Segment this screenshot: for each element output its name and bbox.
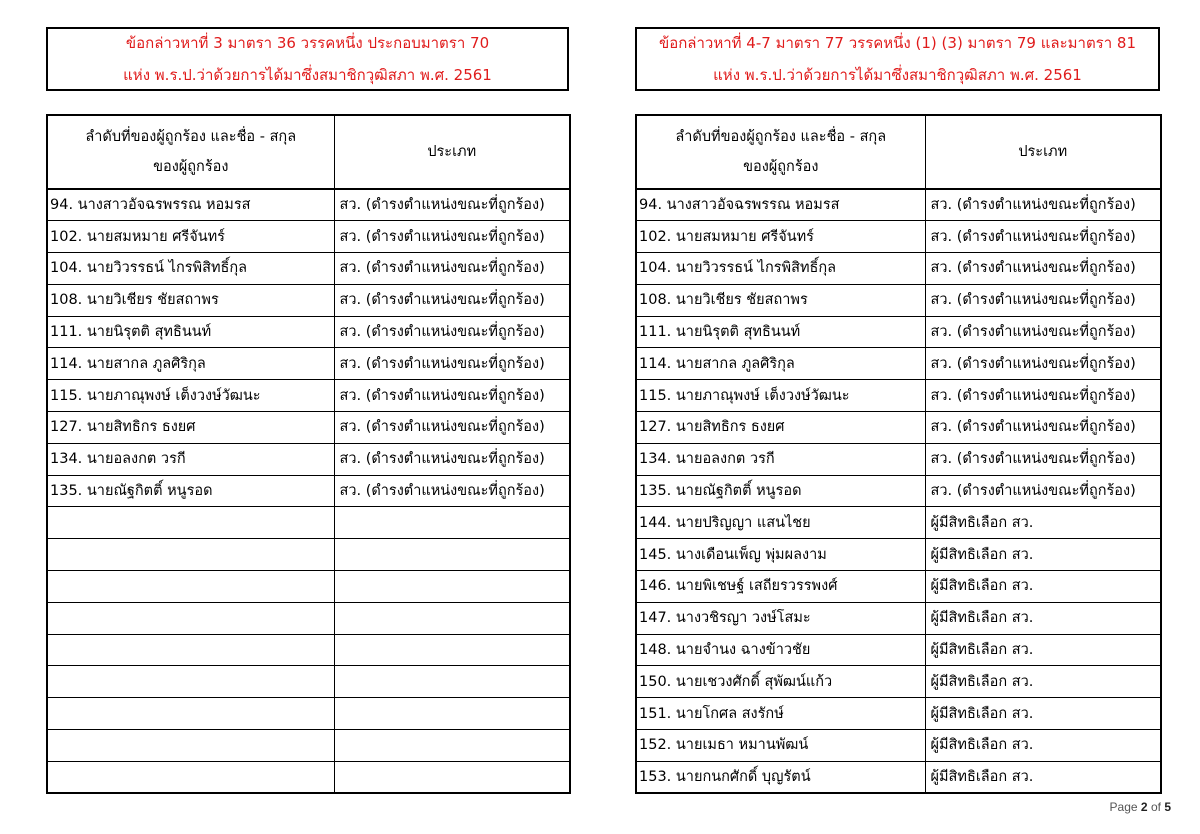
respondent-name-cell [47,602,334,634]
respondent-name-cell [47,698,334,730]
respondent-name-cell: 111. นายนิรุตติ สุทธินนท์ [636,316,925,348]
respondent-name-cell: 127. นายสิทธิกร ธงยศ [47,412,334,444]
table-row [47,730,570,762]
respondent-type-cell: สว. (ดำรงตำแหน่งขณะที่ถูกร้อง) [925,221,1161,253]
table-row [636,666,1161,698]
table-row [636,284,1161,316]
respondent-name-cell: 94. นางสาวอัจฉรพรรณ หอมรส [47,189,334,221]
table-row [636,475,1161,507]
respondent-name-cell [47,507,334,539]
respondent-type-cell: สว. (ดำรงตำแหน่งขณะที่ถูกร้อง) [925,380,1161,412]
respondent-name-cell: 145. นางเดือนเพ็ญ พุ่มผลงาม [636,539,925,571]
respondent-name-cell: 104. นายวิวรรธน์ ไกรพิสิทธิ์กุล [47,253,334,285]
respondent-name-cell [47,761,334,793]
table-row [636,348,1161,380]
table-row [47,507,570,539]
table-row [636,412,1161,444]
respondent-type-cell: สว. (ดำรงตำแหน่งขณะที่ถูกร้อง) [334,348,570,380]
respondent-type-cell: ผู้มีสิทธิเลือก สว. [925,761,1161,793]
respondent-name-cell: 150. นายเชวงศักดิ์ สุพัฒน์แก้ว [636,666,925,698]
table-row [636,221,1161,253]
table-row [47,443,570,475]
table-row [636,189,1161,221]
right-respondent-table [635,114,1162,794]
table-header-row [636,115,1161,189]
table-row [47,284,570,316]
table-row [636,443,1161,475]
respondent-name-cell: 153. นายกนกศักดิ์ บุญรัตน์ [636,761,925,793]
respondent-type-cell: สว. (ดำรงตำแหน่งขณะที่ถูกร้อง) [334,380,570,412]
table-row [636,730,1161,762]
left-table-body [47,189,570,793]
respondent-type-cell: ผู้มีสิทธิเลือก สว. [925,634,1161,666]
left-charge-header [46,27,569,91]
table-row [47,316,570,348]
total-page-number: 5 [1164,800,1171,814]
table-row [636,602,1161,634]
current-page-number: 2 [1140,800,1148,814]
respondent-type-cell [334,602,570,634]
respondent-name-cell: 135. นายณัฐกิตติ์ หนูรอด [47,475,334,507]
respondent-type-cell [334,761,570,793]
respondent-type-cell [334,698,570,730]
table-row [47,539,570,571]
respondent-type-cell: ผู้มีสิทธิเลือก สว. [925,698,1161,730]
table-row [636,507,1161,539]
respondent-name-cell: 148. นายจำนง ฉางข้าวชัย [636,634,925,666]
respondent-type-cell: สว. (ดำรงตำแหน่งขณะที่ถูกร้อง) [925,284,1161,316]
respondent-name-cell: 115. นายภาณุพงษ์ เต็งวงษ์วัฒนะ [47,380,334,412]
table-row [47,253,570,285]
table-row [47,666,570,698]
respondent-name-cell: 146. นายพิเชษฐ์ เสถียรวรรพงศ์ [636,571,925,603]
table-row [47,602,570,634]
respondent-type-cell: สว. (ดำรงตำแหน่งขณะที่ถูกร้อง) [925,348,1161,380]
respondent-name-cell: 134. นายอลงกต วรกี [636,443,925,475]
left-charge-header-line1: ข้อกล่าวหาที่ 3 มาตรา 36 วรรคหนึ่ง ประกอบมาตรา 70 [125,34,490,52]
table-header-row [47,115,570,189]
page-word: Page [1109,800,1138,814]
column-header-type: ประเภท [334,115,570,189]
respondent-type-cell: สว. (ดำรงตำแหน่งขณะที่ถูกร้อง) [925,475,1161,507]
table-row [47,571,570,603]
respondent-name-cell: 127. นายสิทธิกร ธงยศ [636,412,925,444]
table-row [636,380,1161,412]
respondent-name-cell [47,666,334,698]
respondent-type-cell [334,634,570,666]
respondent-name-cell: 115. นายภาณุพงษ์ เต็งวงษ์วัฒนะ [636,380,925,412]
respondent-type-cell: ผู้มีสิทธิเลือก สว. [925,539,1161,571]
respondent-type-cell: ผู้มีสิทธิเลือก สว. [925,666,1161,698]
table-row [47,189,570,221]
table-row [47,475,570,507]
respondent-name-cell [47,539,334,571]
table-row [636,761,1161,793]
respondent-name-cell: 134. นายอลงกต วรกี [47,443,334,475]
page-indicator [1110,800,1171,814]
respondent-name-cell: 111. นายนิรุตติ สุทธินนท์ [47,316,334,348]
respondent-type-cell: ผู้มีสิทธิเลือก สว. [925,730,1161,762]
respondent-name-cell: 114. นายสากล ภูลศิริกุล [636,348,925,380]
respondent-type-cell: สว. (ดำรงตำแหน่งขณะที่ถูกร้อง) [925,443,1161,475]
table-row [47,412,570,444]
respondent-type-cell [334,666,570,698]
left-respondent-table [46,114,571,794]
respondent-type-cell [334,730,570,762]
respondent-type-cell: ผู้มีสิทธิเลือก สว. [925,571,1161,603]
respondent-type-cell: สว. (ดำรงตำแหน่งขณะที่ถูกร้อง) [334,253,570,285]
respondent-type-cell: สว. (ดำรงตำแหน่งขณะที่ถูกร้อง) [925,412,1161,444]
left-charge-header-line2: แห่ง พ.ร.ป.ว่าด้วยการได้มาซึ่งสมาชิกวุฒิสภา พ.ศ. 2561 [123,66,492,84]
table-row [636,539,1161,571]
respondent-type-cell [334,539,570,571]
table-row [636,571,1161,603]
of-word: of [1150,800,1161,814]
table-row [636,634,1161,666]
right-table-body [636,189,1161,793]
table-row [47,380,570,412]
table-row [636,253,1161,285]
respondent-name-cell [47,571,334,603]
table-row [47,698,570,730]
table-row [47,634,570,666]
respondent-name-cell: 152. นายเมธา หมานพัฒน์ [636,730,925,762]
respondent-type-cell [334,507,570,539]
table-row [47,761,570,793]
respondent-type-cell: สว. (ดำรงตำแหน่งขณะที่ถูกร้อง) [925,316,1161,348]
respondent-name-cell: 135. นายณัฐกิตติ์ หนูรอด [636,475,925,507]
respondent-name-cell: 94. นางสาวอัจฉรพรรณ หอมรส [636,189,925,221]
respondent-type-cell: สว. (ดำรงตำแหน่งขณะที่ถูกร้อง) [334,189,570,221]
respondent-type-cell: ผู้มีสิทธิเลือก สว. [925,507,1161,539]
respondent-name-cell: 144. นายปริญญา แสนไชย [636,507,925,539]
respondent-type-cell [334,571,570,603]
respondent-type-cell: ผู้มีสิทธิเลือก สว. [925,602,1161,634]
respondent-name-cell: 108. นายวิเชียร ชัยสถาพร [636,284,925,316]
respondent-type-cell: สว. (ดำรงตำแหน่งขณะที่ถูกร้อง) [334,443,570,475]
respondent-name-cell: 102. นายสมหมาย ศรีจันทร์ [47,221,334,253]
respondent-type-cell: สว. (ดำรงตำแหน่งขณะที่ถูกร้อง) [334,221,570,253]
respondent-name-cell: 114. นายสากล ภูลศิริกุล [47,348,334,380]
right-charge-header [635,27,1160,91]
respondent-name-cell: 108. นายวิเชียร ชัยสถาพร [47,284,334,316]
table-row [47,221,570,253]
respondent-name-cell: 151. นายโกศล สงรักษ์ [636,698,925,730]
respondent-name-cell: 102. นายสมหมาย ศรีจันทร์ [636,221,925,253]
respondent-type-cell: สว. (ดำรงตำแหน่งขณะที่ถูกร้อง) [925,189,1161,221]
column-header-name: ลำดับที่ของผู้ถูกร้อง และชื่อ - สกุล ของผู้ถูกร้อง [636,115,925,189]
respondent-type-cell: สว. (ดำรงตำแหน่งขณะที่ถูกร้อง) [334,316,570,348]
right-charge-header-line2: แห่ง พ.ร.ป.ว่าด้วยการได้มาซึ่งสมาชิกวุฒิสภา พ.ศ. 2561 [713,66,1082,84]
respondent-type-cell: สว. (ดำรงตำแหน่งขณะที่ถูกร้อง) [925,253,1161,285]
table-row [636,698,1161,730]
respondent-name-cell: 104. นายวิวรรธน์ ไกรพิสิทธิ์กุล [636,253,925,285]
column-header-name: ลำดับที่ของผู้ถูกร้อง และชื่อ - สกุล ของผู้ถูกร้อง [47,115,334,189]
respondent-type-cell: สว. (ดำรงตำแหน่งขณะที่ถูกร้อง) [334,412,570,444]
respondent-name-cell: 147. นางวชิรญา วงษ์โสมะ [636,602,925,634]
respondent-type-cell: สว. (ดำรงตำแหน่งขณะที่ถูกร้อง) [334,284,570,316]
respondent-name-cell [47,634,334,666]
right-charge-header-line1: ข้อกล่าวหาที่ 4-7 มาตรา 77 วรรคหนึ่ง (1) (3) มาตรา 79 และมาตรา 81 [658,34,1137,52]
table-row [47,348,570,380]
column-header-type: ประเภท [925,115,1161,189]
respondent-type-cell: สว. (ดำรงตำแหน่งขณะที่ถูกร้อง) [334,475,570,507]
respondent-name-cell [47,730,334,762]
table-row [636,316,1161,348]
